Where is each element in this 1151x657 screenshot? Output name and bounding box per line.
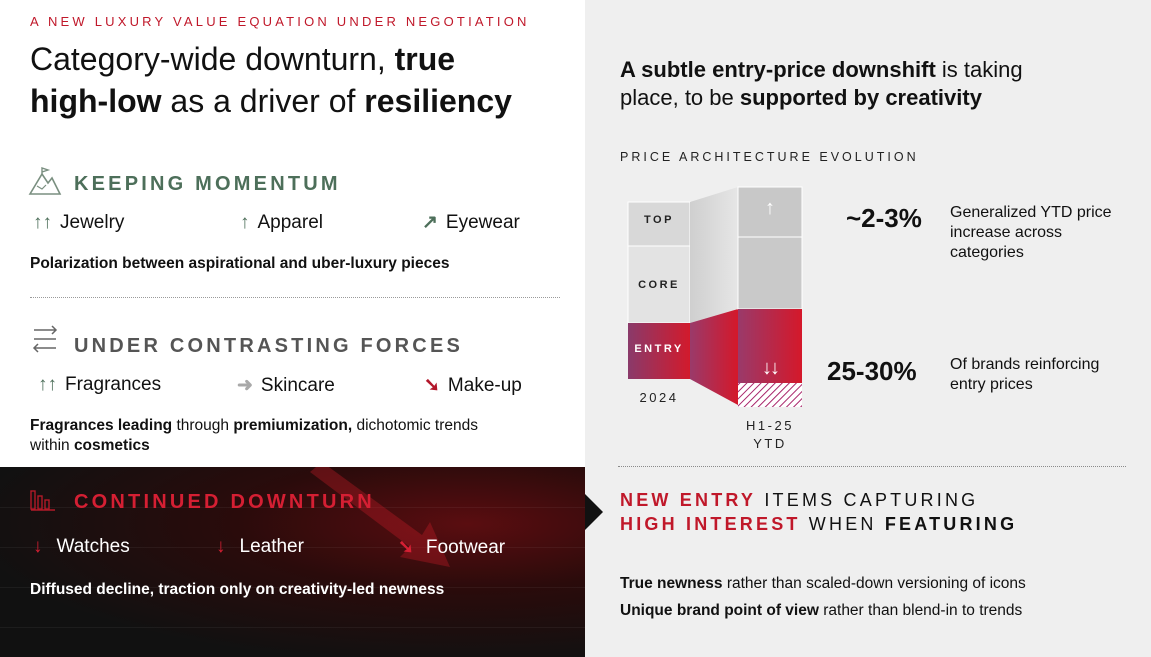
tier-entry-label: ENTRY	[634, 343, 684, 355]
rhead-bold: A subtle entry-price downshift	[620, 57, 936, 82]
up-arrow-icon: ↑	[765, 197, 775, 219]
contrasting-item-fragrances	[38, 374, 161, 396]
desc-part: through	[172, 417, 234, 434]
year-2024-label: 2024	[639, 390, 679, 405]
heading-part: ITEMS CAPTURING	[756, 490, 979, 510]
new-entry-heading	[620, 488, 1017, 536]
momentum-item-jewelry	[33, 212, 124, 234]
bullet-text: rather than scaled-down versioning of icons	[722, 575, 1026, 592]
headline-bold: resiliency	[364, 83, 512, 119]
diagonal-down-arrow-icon: ➘	[398, 537, 414, 558]
mountain-icon	[28, 166, 62, 196]
momentum-description: Polarization between aspirational and uber-luxury pieces	[30, 255, 450, 272]
item-label: Apparel	[257, 212, 323, 233]
diagonal-up-arrow-icon: ↗	[422, 212, 438, 233]
heading-part: WHEN	[800, 514, 885, 534]
double-down-arrow-icon: ↓↓	[762, 357, 778, 379]
item-label: Footwear	[425, 536, 506, 558]
bullet-bold: True newness	[620, 575, 723, 592]
bullet-text: rather than blend-in to trends	[818, 602, 1023, 619]
falling-arrow-icon	[300, 467, 460, 577]
headline-part: as a driver of	[161, 83, 365, 119]
desc-bold: cosmetics	[73, 437, 150, 454]
divider	[618, 466, 1126, 467]
diagonal-down-arrow-icon: ➘	[424, 375, 440, 396]
section-title-downturn: CONTINUED DOWNTURN	[74, 491, 375, 513]
right-arrow-icon: ➜	[237, 375, 253, 396]
heading-red: HIGH INTEREST	[620, 514, 801, 534]
price-architecture-label: PRICE ARCHITECTURE EVOLUTION	[620, 150, 919, 164]
rhead-part: , to be	[672, 85, 740, 110]
contrasting-description	[30, 416, 478, 456]
desc-part: within	[30, 437, 74, 454]
item-label: Make-up	[447, 374, 522, 396]
item-label: Skincare	[260, 374, 335, 396]
bar-chart-down-icon	[30, 489, 56, 511]
momentum-item-apparel	[240, 212, 323, 234]
tier-top-label: TOP	[644, 214, 674, 226]
downturn-item-watches	[33, 536, 130, 558]
stat-desc-entry-prices: Of brands reinforcing entry prices	[950, 356, 1100, 393]
double-up-arrow-icon: ↑↑	[33, 212, 52, 233]
list-item	[620, 602, 1022, 620]
page-title	[30, 38, 575, 122]
desc-part: dichotomic trends	[352, 417, 478, 434]
rhead-part: place	[620, 85, 673, 110]
up-arrow-icon: ↑	[240, 212, 250, 233]
headline-bold: high-low	[30, 83, 162, 119]
year-h1-25-label: H1-25	[746, 418, 794, 433]
section-title-contrasting: UNDER CONTRASTING FORCES	[74, 335, 464, 357]
momentum-item-eyewear	[422, 211, 520, 234]
contrasting-item-makeup	[424, 374, 522, 397]
right-headline	[620, 56, 1120, 112]
headline-part: Category-wide downturn,	[30, 41, 395, 77]
swap-arrows-icon	[28, 324, 62, 354]
item-label: Watches	[56, 536, 130, 557]
tier-core-label: CORE	[638, 279, 680, 291]
stat-value-price-increase: ~2-3%	[846, 203, 922, 233]
section-title-momentum: KEEPING MOMENTUM	[74, 173, 341, 195]
bullet-bold: Unique brand point of view	[620, 602, 819, 619]
double-up-arrow-icon: ↑↑	[38, 374, 57, 395]
year-ytd-label: YTD	[753, 436, 787, 451]
heading-bold: FEATURING	[884, 514, 1018, 534]
item-label: Eyewear	[445, 211, 520, 233]
headline-bold: true	[394, 41, 456, 77]
item-label: Jewelry	[60, 212, 125, 233]
eyebrow-title: A NEW LUXURY VALUE EQUATION UNDER NEGOTIATION	[30, 14, 530, 29]
rhead-part: is taking	[935, 57, 1023, 82]
item-label: Leather	[239, 536, 304, 557]
heading-red: NEW ENTRY	[620, 490, 757, 510]
downturn-item-footwear	[398, 536, 505, 559]
downturn-item-leather	[216, 536, 304, 558]
desc-bold: Fragrances leading	[30, 417, 173, 434]
down-arrow-icon: ↓	[33, 536, 43, 557]
contrasting-item-skincare	[237, 374, 335, 397]
divider	[30, 297, 560, 298]
rhead-bold: supported by creativity	[739, 85, 982, 110]
downturn-panel	[0, 467, 585, 657]
down-arrow-icon: ↓	[216, 536, 226, 557]
stat-value-entry-prices: 25-30%	[827, 356, 917, 386]
stat-desc-price-increase: Generalized YTD price increase across categories	[950, 204, 1112, 261]
item-label: Fragrances	[65, 374, 162, 395]
pointer-triangle	[585, 494, 603, 530]
desc-bold: premiumization,	[233, 417, 353, 434]
list-item	[620, 575, 1026, 593]
downturn-description: Diffused decline, traction only on creativity-led newness	[30, 581, 445, 598]
